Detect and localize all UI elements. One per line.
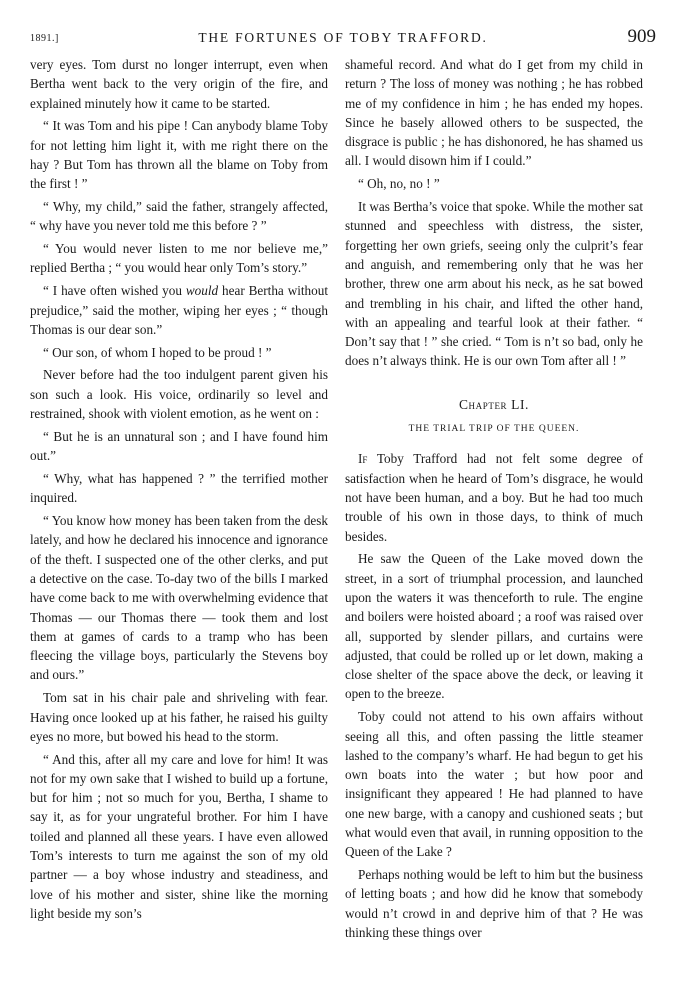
paragraph-text: hear Bertha without prejudice,” said the mother, wiping her eyes ; “ though Thomas is our dear son.” (30, 283, 328, 337)
chapter-subtitle: THE TRIAL TRIP OF THE QUEEN. (408, 424, 580, 435)
emphasis-text: would (185, 283, 219, 299)
chapter-heading: Chapter LI. (458, 396, 530, 412)
paragraph: “ And this, after all my care and love for him! It was not for my own sake that I wished to build up a fortune, but for him ; not so much for you, Bertha, I shame to say it, as for your ungrateful brother. For him I have toiled and planned all these years. I have even allowed Tom’s interests to turn me against the son of my old partner — a boy whose industry and steadiness, and love of his mother and sister, shine like the morning light beside my son’s (30, 751, 328, 921)
paragraph: “ You know how money has been taken from the desk lately, and how he declared his innocence and ignorance of the theft. I suspected one of the other clerks, and put a detective on the case. To-day two of the bills I marked have come back to me with overwhelming evidence that Thomas — our Thomas there — took them and lost them at games of cards to a tramp who has been fleecing the village boys, particularly the Stevens boy and ours.” (30, 513, 328, 683)
header-title: THE FORTUNES OF TOBY TRAFFORD. (198, 30, 488, 45)
paragraph: It was Bertha’s voice that spoke. While the mother sat stunned and speechless with distress, the sister, forgetting her own griefs, seeing only the culprit’s fear and anguish, and remembering only that he was her brother, threw one arm about his neck, as he sat bowed and trembling in his chair, and lifted the other hand, with an appealing and tearful look at their father. “ Don’t say that ! ” she cried. “ Tom is n’t so bad, only he does n’t always think. He is our own Tom after all ! ” (345, 199, 643, 369)
paragraph: Perhaps nothing would be left to him but the business of letting boats ; and how did he know that somebody would n’t crowd in and deprive him of that ? He was thinking these things over (345, 867, 643, 940)
paragraph: “ You would never listen to me nor believe me,” replied Bertha ; “ you would hear only Tom’s story.” (30, 241, 328, 276)
paragraph-text: “ I have often wished you (43, 283, 186, 299)
paragraph: “ Our son, of whom I hoped to be proud ! ” (43, 344, 272, 360)
running-header (30, 26, 656, 54)
paragraph: “ It was Tom and his pipe ! Can anybody blame Toby for not letting him light it, with me right there on the hay ? But Tom has thrown all the blame on Toby from the first ! ” (30, 118, 328, 192)
paragraph: very eyes. Tom durst no longer interrupt, even when Bertha went back to the very origin of the fire, and explained minutely how it came to be started. (30, 57, 328, 111)
drop-cap-word: If (358, 451, 368, 467)
paragraph: He saw the Queen of the Lake moved down the street, in a sort of triumphal procession, and launched upon the waters it was thenceforth to rule. The engine and boilers were hoisted aboard ; a roof was raised over all, supported by slender pillars, and curtains were adjusted, that could be rolled up or let down, making a close shelter of the space above the deck, or leaving it open to the breeze. (345, 551, 643, 702)
paragraph-text: Toby Trafford had not felt some degree of satisfaction when he heard of Tom’s disgrace, he would not have been human, and a boy. But he had too much trouble of his own in those days, to think of much besides. (345, 451, 643, 544)
left-column (30, 55, 328, 927)
paragraph: “ Oh, no, no ! ” (358, 176, 440, 192)
page-number: 909 (627, 26, 656, 47)
paragraph: “ Why, my child,” said the father, strangely affected, “ why have you never told me this before ? ” (30, 199, 328, 234)
right-column (345, 55, 643, 946)
paragraph (345, 449, 643, 545)
paragraph (30, 281, 328, 339)
header-year: 1891.] (30, 33, 59, 44)
paragraph: “ Why, what has happened ? ” the terrified mother inquired. (30, 470, 328, 506)
paragraph: Tom sat in his chair pale and shriveling with fear. Having once looked up at his father, he raised his guilty eyes no more, but bowed his head to the storm. (30, 690, 328, 744)
paragraph: Toby could not attend to his own affairs without seeing all this, and often passing the little steamer lashed to the company’s wharf. He had begun to get his own boats into the water ; but how poor and insignificant they appeared ! He had planned to have one new barge, with a canopy and cushioned seats ; but what would even that avail, in running opposition to the Queen of the Lake ? (345, 709, 643, 860)
paragraph: shameful record. And what do I get from my child in return ? The loss of money was nothing ; he has robbed me of my confidence in him ; he has ended my hopes. Since he basely allowed others to be suspected, the disgrace is public ; he has dishonored, he has shamed us all. I would disown him if I could.” (345, 57, 643, 169)
paragraph: “ But he is an unnatural son ; and I have found him out.” (30, 428, 328, 464)
paragraph: Never before had the too indulgent parent given his son such a look. His voice, ordinarily so level and restrained, shook with violent emotion, as he went on : (30, 367, 328, 422)
